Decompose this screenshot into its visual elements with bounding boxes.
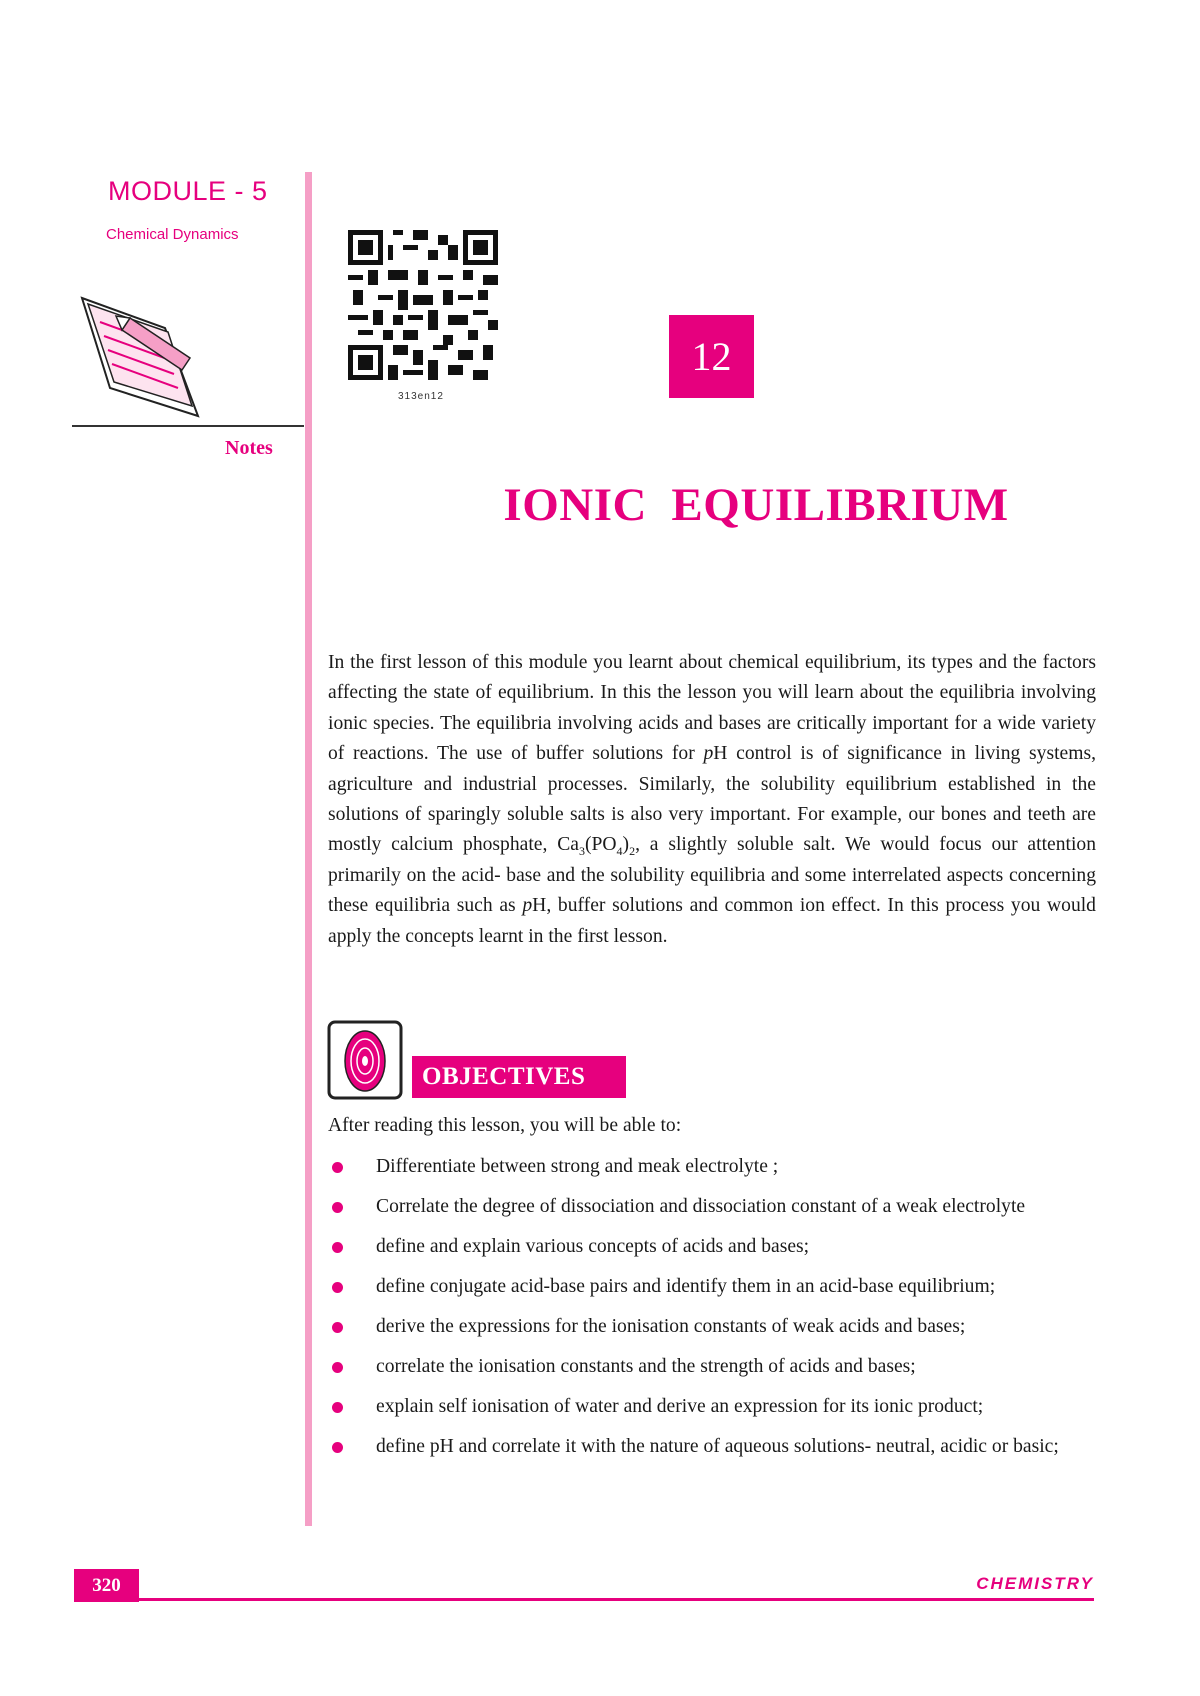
list-item bbox=[328, 1352, 1096, 1382]
list-item bbox=[328, 1192, 1096, 1222]
list-item-text: explain self ionisation of water and derive an expression for its ionic product; bbox=[376, 1396, 984, 1417]
page-number-text: 320 bbox=[92, 1574, 121, 1596]
intro-text: p bbox=[522, 895, 533, 917]
chapter-title: IONIC EQUILIBRIUM bbox=[503, 479, 1009, 531]
bullet-icon bbox=[332, 1442, 343, 1453]
list-item-text: define pH and correlate it with the nature of aqueous solutions- neutral, acidic or basic; bbox=[376, 1436, 1059, 1457]
intro-text: H, buffer solutions and common ion effect. In this process you would apply the concepts learnt in the first lesson. bbox=[328, 895, 1096, 947]
intro-text: (PO bbox=[584, 834, 617, 856]
intro-text: In the first lesson of this module you learnt about chemical equilibrium, its types and the factors affecting the state of equilibrium. In this the lesson you will learn about the equilibria involving ionic species. The equilibria involving acids and bases are critically important for a wide variety of reactions. The use of buffer solutions for bbox=[328, 652, 1096, 765]
page-number bbox=[74, 1569, 139, 1602]
list-item-text: derive the expressions for the ionisation constants of weak acids and bases; bbox=[376, 1316, 966, 1337]
notes-rule bbox=[72, 425, 304, 427]
list-item bbox=[328, 1152, 1096, 1182]
intro-subscript: 4 bbox=[616, 844, 623, 859]
intro-text: H control is of significance in living systems, agriculture and industrial processes. Similarly, the solubility equilibrium established in the solutions of sparingly soluble salts is also very important. For example, our bones and teeth are mostly calcium phosphate, Ca bbox=[328, 743, 1096, 856]
sidebar-divider bbox=[305, 172, 312, 1526]
bullet-icon bbox=[332, 1162, 343, 1173]
objectives-intro: After reading this lesson, you will be able to: bbox=[328, 1115, 682, 1136]
intro-paragraph bbox=[328, 648, 1096, 952]
intro-subscript: 2 bbox=[629, 844, 636, 859]
list-item-text: Correlate the degree of dissociation and dissociation constant of a weak electrolyte bbox=[376, 1196, 1026, 1217]
list-item bbox=[328, 1392, 1096, 1422]
bullet-icon bbox=[332, 1242, 343, 1253]
notes-label: Notes bbox=[225, 437, 273, 459]
list-item-text: correlate the ionisation constants and the strength of acids and bases; bbox=[376, 1356, 916, 1377]
bullet-icon bbox=[332, 1402, 343, 1413]
qr-caption: 313en12 bbox=[398, 391, 444, 402]
list-item bbox=[328, 1432, 1096, 1462]
list-item-text: Differentiate between strong and meak electrolyte ; bbox=[376, 1156, 779, 1177]
intro-text: , a slightly soluble salt. We would focus our attention primarily on the acid- base and the solubility equilibria and some interrelated aspects concerning these equilibria such as bbox=[328, 834, 1096, 917]
bullet-icon bbox=[332, 1282, 343, 1293]
chapter-number-badge bbox=[669, 315, 754, 398]
bullet-icon bbox=[332, 1202, 343, 1213]
intro-text: p bbox=[703, 743, 714, 765]
list-item bbox=[328, 1272, 1096, 1302]
bullet-icon bbox=[332, 1362, 343, 1373]
list-item-text: define and explain various concepts of acids and bases; bbox=[376, 1236, 810, 1257]
bullet-icon bbox=[332, 1322, 343, 1333]
list-item-text: define conjugate acid-base pairs and identify them in an acid-base equilibrium; bbox=[376, 1276, 996, 1297]
module-label: MODULE - 5 bbox=[108, 176, 268, 206]
qr-code[interactable] bbox=[348, 230, 498, 385]
module-title: Chemical Dynamics bbox=[106, 226, 239, 243]
objectives-heading-text: OBJECTIVES bbox=[422, 1063, 586, 1090]
notepad-pencil-icon bbox=[70, 288, 220, 443]
intro-text: ) bbox=[622, 834, 630, 856]
objectives-list bbox=[328, 1152, 1096, 1472]
intro-subscript: 3 bbox=[578, 844, 585, 859]
footer-subject: CHEMISTRY bbox=[976, 1574, 1094, 1593]
list-item bbox=[328, 1312, 1096, 1342]
list-item bbox=[328, 1232, 1096, 1262]
objectives-heading bbox=[412, 1056, 626, 1098]
target-icon bbox=[327, 1020, 405, 1107]
chapter-number: 12 bbox=[691, 334, 732, 379]
footer-rule bbox=[74, 1598, 1094, 1601]
